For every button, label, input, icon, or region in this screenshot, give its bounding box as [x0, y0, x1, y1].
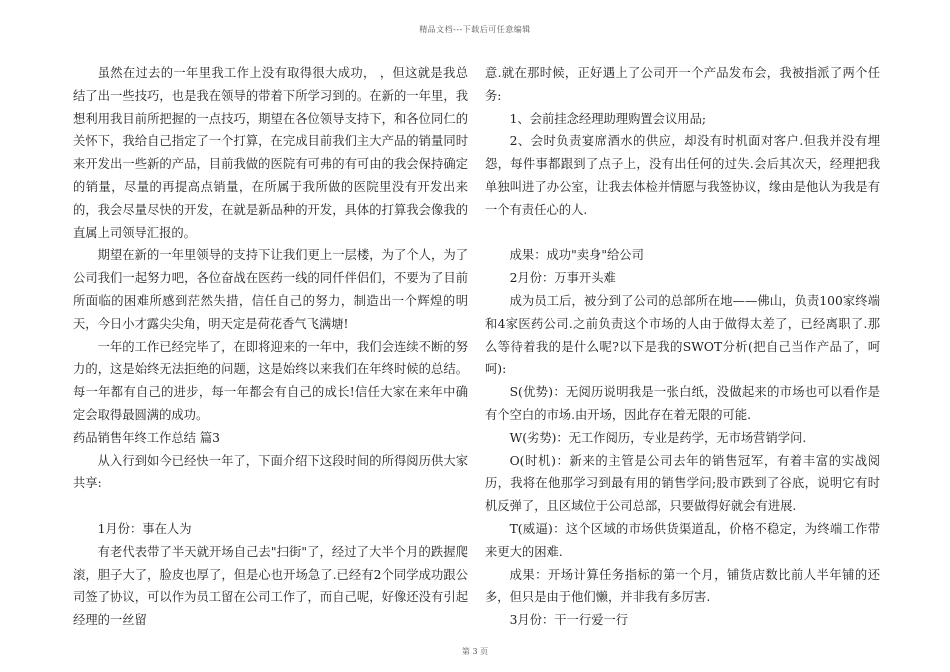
paragraph: 意.就在那时候，正好遇上了公司开一个产品发布会，我被指派了两个任务: — [485, 66, 880, 103]
paragraph: 期望在新的一年里领导的支持下让我们更上一层楼，为了个人，为了公司我们一起努力吧，各位奋战在医药一线的同仟伴侣们，不要为了目前所面临的困难所感到茫然失措，信任自己的努力，制造出一个辉煌的明天，今日小才露尖尖角，明天定是荷花香气飞满塘! — [73, 248, 468, 331]
result-line: 成果：开场计算任务指标的第一个月，铺货店数比前人半年铺的还多，但只是由于他们懒，并非我有多厉害. — [485, 567, 880, 605]
section-heading: 药品销售年终工作总结 篇3 — [73, 430, 220, 445]
month-heading: 2月份：万事开头难 — [509, 271, 616, 286]
page-header: 精品文档---下载后可任意编辑 — [419, 25, 531, 34]
list-item: 2、会时负责宴席酒水的供应，却没有时机面对客户.但我并没有埋怨，每件事都跟到了点子上，没有出任何的过失.会后其次天，经理把我单独叫进了办公室，让我去体检并情愿与我签协议，缘由是他认为我是有一个有责任心的人. — [485, 134, 880, 217]
paragraph: 一年的工作已经完毕了，在即将迎来的一年中，我们会连续不断的努力的，这是始终无法拒绝的问题，这是始终以来我们在年终时候的总结。每一年都有自己的进步，每一年都会有自己的成长!信任大家在来年中确定会取得最圆满的成功。 — [73, 339, 468, 422]
left-column — [73, 62, 468, 632]
page-number: 第 3 页 — [461, 647, 489, 656]
paragraph: 有老代表带了半天就开场自己去"扫街"了，经过了大半个月的跌握爬滚，胆子大了，脸皮也厚了，但是心也开场急了.已经有2个同学成功跟公司签了协议，可以作为员工留在公司工作了，而自己呢，好像还没有引起经理的一丝留 — [73, 544, 468, 628]
result-line: 成果：成功"卖身"给公司 — [509, 248, 644, 263]
paragraph: 虽然在过去的一年里我工作上没有取得很大成功， ，但这就是我总结了出一些技巧，也是我在领导的带着下所学习到的。在新的一年里，我想利用我目前所把握的一点技巧，期望在各位领导支持下，和各位同仁的关怀下，我给自己指定了一个打算，在完成目前我们主大产品的销量同时来开发出一些新的产品，目前我做的医院有可弗的有可由的我会保持确定的销量，尽量的再提高点销量，在所属于我所做的医院里没有开发出来的，我会尽量尽快的开发，在就是新品种的开发，具体的打算我会像我的直属上司领导汇报的。 — [73, 66, 468, 240]
blank-line — [485, 222, 880, 245]
swot-strength: S(优势)：无阅历说明我是一张白纸，没做起来的市场也可以看作是有个空白的市场.由开场，因此存在着无限的可能. — [485, 385, 880, 422]
paragraph: 成为员工后，被分到了公司的总部所在地——佛山，负责100家终端和4家医药公司.之前负责这个市场的人由于做得太差了，已经离职了.那么等待着我的是什么呢?以下是我的SWOT分析(把自己当作产品了，呵呵): — [485, 293, 880, 377]
swot-threat: T(威逼)：这个区域的市场供货渠道乱，价格不稳定，为终端工作带来更大的困难. — [485, 521, 880, 559]
list-item: 1、会前挂念经理助理购置会议用品; — [509, 111, 707, 126]
month-heading: 3月份：干一行爱一行 — [509, 613, 629, 628]
swot-weakness: W(劣势)：无工作阅历，专业是药学，无市场营销学问. — [509, 430, 807, 445]
swot-opportunity: O(时机)：新来的主管是公司去年的销售冠军，有着丰富的实战阅历，我将在他那学习到最有用的销售学问;股市跌到了谷底，说明它有时机反弹了，且区域位于公司总部，只要做得好就会有进展. — [485, 453, 880, 514]
right-column — [485, 62, 880, 632]
paragraph: 从入行到如今已经快一年了，下面介绍下这段时间的所得阅历供大家共享: — [73, 453, 468, 491]
blank-line — [73, 495, 468, 518]
month-heading: 1月份：事在人为 — [97, 521, 192, 536]
